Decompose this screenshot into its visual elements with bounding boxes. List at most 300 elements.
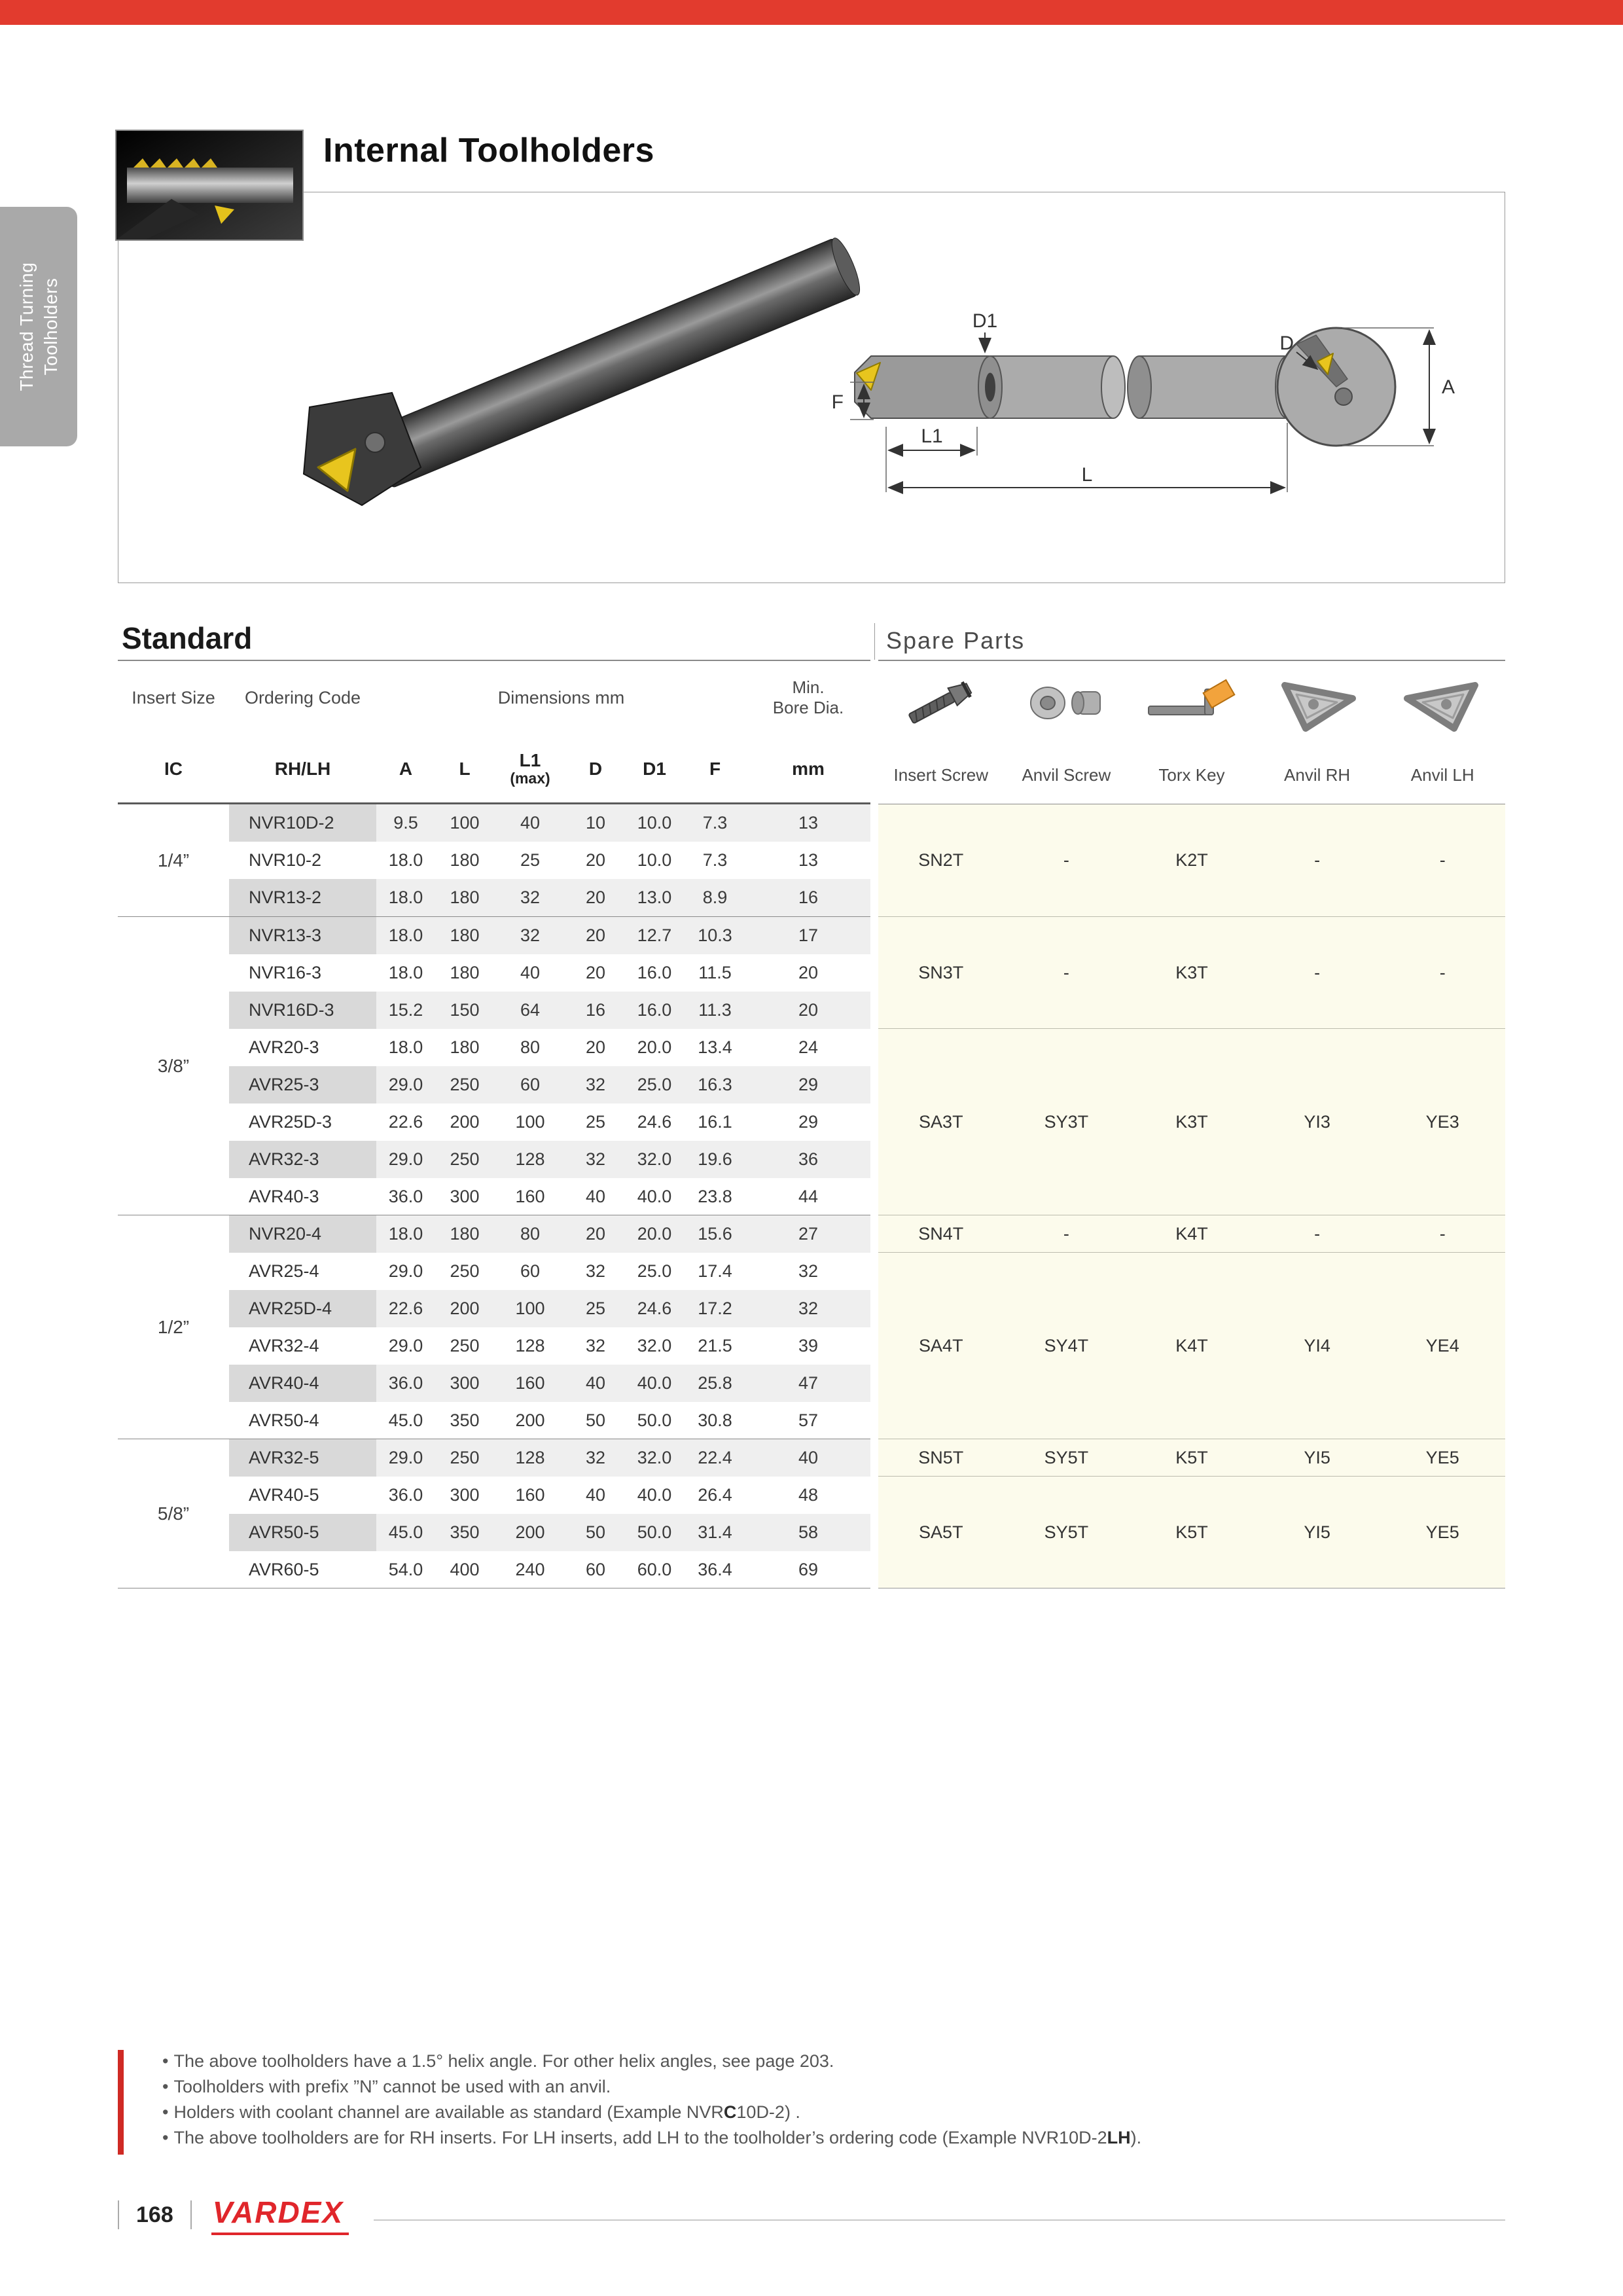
- ordering-code-cell: NVR13-2: [229, 879, 376, 916]
- col-a: A: [399, 759, 413, 779]
- table-row: [118, 1253, 870, 1290]
- spare-col-label: Anvil RH: [1284, 765, 1351, 785]
- dimension-cell: 22.6: [376, 1290, 435, 1327]
- dimension-cell: 250: [435, 1066, 494, 1103]
- dimension-cell: 50.0: [637, 1410, 672, 1430]
- ordering-code-cell: AVR40-3: [249, 1187, 319, 1206]
- spare-part-value: K5T: [1175, 1522, 1208, 1542]
- footnotes-section: [118, 2047, 1505, 2151]
- dimension-cell: 25: [566, 1290, 625, 1327]
- dimension-cell: 50: [566, 1514, 625, 1551]
- ordering-code-cell: NVR16D-3: [229, 992, 376, 1029]
- spare-part-value: SY3T: [1044, 1111, 1089, 1132]
- spare-col-torx-key: [1129, 661, 1255, 806]
- insert-size-group: [118, 1439, 870, 1588]
- dimension-cell: 10.3: [684, 917, 746, 954]
- dimension-cell: 40: [746, 1439, 870, 1477]
- dimension-cell: 21.5: [698, 1336, 732, 1355]
- table-row: [118, 1029, 870, 1066]
- sidebar-tab-text: [0, 207, 77, 446]
- col-rhlh: RH/LH: [274, 759, 331, 779]
- header-insert-size: Insert Size: [132, 687, 215, 708]
- dimension-cell: 16.3: [684, 1066, 746, 1103]
- spare-part-value: -: [1063, 850, 1069, 870]
- dimension-cell: 180: [435, 1215, 494, 1253]
- col-d1: D1: [643, 759, 666, 779]
- ordering-code-cell: AVR60-5: [249, 1560, 319, 1579]
- dimension-cell: 300: [450, 1485, 480, 1505]
- dimension-cell: 128: [494, 1439, 566, 1477]
- dimension-cell: 17.2: [684, 1290, 746, 1327]
- spare-part-value: K3T: [1175, 962, 1208, 982]
- col-d: D: [588, 759, 603, 779]
- dimension-cell: 200: [494, 1514, 566, 1551]
- torx-key-icon: [1139, 661, 1244, 745]
- dimension-cell: 250: [450, 1336, 480, 1355]
- spare-part-value: -: [1439, 850, 1446, 870]
- dimension-cell: 32: [494, 879, 566, 916]
- dimension-cell: 18.0: [388, 1037, 423, 1057]
- dimension-cell: 16.1: [698, 1112, 732, 1132]
- dimension-cell: 60: [585, 1560, 606, 1579]
- dimension-cell: 47: [746, 1365, 870, 1402]
- dimension-cell: 54.0: [388, 1560, 423, 1579]
- dimension-cell: 29: [798, 1112, 819, 1132]
- dimension-cell: 32.0: [625, 1439, 684, 1477]
- dimension-cell: 32.0: [637, 1336, 672, 1355]
- dimension-cell: 13.0: [625, 879, 684, 916]
- dimension-cell: 250: [450, 1261, 480, 1281]
- dimension-cell: 18.0: [388, 963, 423, 982]
- spare-part-value: YE4: [1425, 1335, 1459, 1355]
- dimension-cell: 15.2: [376, 992, 435, 1029]
- anvil-lh-icon: [1390, 661, 1495, 745]
- table-row: [118, 1327, 870, 1365]
- spare-part-value: K4T: [1175, 1335, 1208, 1355]
- table-row: [118, 1551, 870, 1588]
- spare-col-label: Anvil LH: [1410, 765, 1474, 785]
- dimension-cell: 7.3: [684, 804, 746, 842]
- dimension-cell: 240: [515, 1560, 545, 1579]
- dim-label-f: F: [831, 391, 844, 413]
- dimension-cell: 200: [515, 1410, 545, 1430]
- insert-screw-icon: [889, 661, 993, 745]
- spare-part-value: SA5T: [919, 1522, 963, 1542]
- dimension-cell: 160: [515, 1485, 545, 1505]
- dimension-cell: 20.0: [637, 1037, 672, 1057]
- header-dimensions: Dimensions mm: [497, 687, 625, 708]
- spare-part-value: -: [1439, 1223, 1446, 1244]
- footnote: [162, 2074, 1505, 2100]
- dimension-cell: 40: [520, 963, 541, 982]
- dimension-cell: 9.5: [376, 804, 435, 842]
- dimension-cell: 20: [566, 1215, 625, 1253]
- header-min-bore-line1: Min.: [792, 677, 825, 697]
- page-number: 168: [136, 2202, 173, 2227]
- footnotes-list: [162, 2047, 1505, 2151]
- ordering-code-cell: AVR25-3: [229, 1066, 376, 1103]
- footer-divider: [190, 2200, 192, 2229]
- dimension-cell: 350: [450, 1410, 480, 1430]
- dim-label-d: D: [1279, 332, 1294, 354]
- dimension-cell: 50: [585, 1410, 606, 1430]
- table-row: [118, 917, 870, 954]
- dimension-cell: 69: [798, 1560, 819, 1579]
- dimension-cell: 16: [566, 992, 625, 1029]
- col-l1-line2: (max): [510, 770, 550, 787]
- page-title: Internal Toolholders: [323, 132, 654, 170]
- col-ic: IC: [164, 759, 183, 779]
- thumbnail-image: [115, 130, 304, 241]
- dimension-cell: 17.4: [698, 1261, 732, 1281]
- table-row: [118, 1365, 870, 1402]
- dimension-cell: 180: [450, 963, 480, 982]
- table-row: [118, 1439, 870, 1477]
- dimension-cell: 60.0: [637, 1560, 672, 1579]
- spare-parts-group: [878, 1252, 1505, 1439]
- standard-table-header: [118, 660, 870, 804]
- ordering-code-cell: AVR32-4: [249, 1336, 319, 1355]
- thumbnail-art: [116, 131, 302, 240]
- dim-label-a: A: [1442, 376, 1455, 398]
- dimension-cell: 200: [450, 1112, 480, 1132]
- top-red-bar: [0, 0, 1623, 25]
- dimension-cell: 26.4: [698, 1485, 732, 1505]
- dimension-cell: 19.6: [684, 1141, 746, 1178]
- spare-part-value: -: [1063, 962, 1069, 982]
- dimension-cell: 31.4: [684, 1514, 746, 1551]
- dimension-cell: 24: [798, 1037, 819, 1057]
- spare-col-anvil-lh: [1380, 661, 1505, 806]
- bullet: •: [162, 2051, 169, 2071]
- table-row: [118, 1178, 870, 1215]
- dim-label-l1: L1: [921, 425, 943, 447]
- table-row: [118, 954, 870, 992]
- standard-heading: Standard: [122, 621, 253, 655]
- dimension-cell: 39: [798, 1336, 819, 1355]
- ordering-code-cell: AVR50-4: [249, 1410, 319, 1430]
- footnote-text: Holders with coolant channel are available as standard (Example NVR: [173, 2102, 724, 2122]
- dimension-cell: 13.4: [698, 1037, 732, 1057]
- footnote-text: The above toolholders are for RH inserts. For LH inserts, add LH to the toolholder’s ordering code (Example NVR10D-2: [173, 2128, 1107, 2147]
- ordering-code-cell: AVR40-4: [229, 1365, 376, 1402]
- spare-part-value: -: [1314, 850, 1321, 870]
- dimension-cell: 80: [494, 1215, 566, 1253]
- dimension-diagram: [832, 310, 1455, 492]
- dimension-cell: 15.6: [684, 1215, 746, 1253]
- table-row: [118, 1514, 870, 1551]
- spare-parts-group: [878, 1439, 1505, 1476]
- col-l1-max: [494, 734, 566, 804]
- spare-col-label: Insert Screw: [893, 765, 989, 785]
- dimension-cell: 20: [566, 879, 625, 916]
- dimension-cell: 60: [520, 1261, 541, 1281]
- dimension-cell: 29.0: [388, 1261, 423, 1281]
- spare-part-value: SY5T: [1044, 1522, 1089, 1542]
- dimension-cell: 11.5: [698, 963, 732, 982]
- anvil-rh-icon: [1265, 661, 1370, 745]
- dimension-cell: 25.0: [625, 1066, 684, 1103]
- ordering-code-cell: AVR25-4: [249, 1261, 319, 1281]
- spare-part-value: SA4T: [919, 1335, 963, 1355]
- header-row-columns: [118, 734, 870, 804]
- table-row: [118, 1215, 870, 1253]
- spare-part-value: K4T: [1175, 1223, 1208, 1244]
- dimension-cell: 30.8: [698, 1410, 732, 1430]
- dimension-cell: 40.0: [625, 1365, 684, 1402]
- dimension-cell: 20: [585, 963, 606, 982]
- insert-size-group: [118, 804, 870, 916]
- dimension-cell: 32: [566, 1439, 625, 1477]
- dimension-cell: 180: [435, 879, 494, 916]
- ordering-code-cell: AVR40-5: [249, 1485, 319, 1505]
- ordering-code-cell: NVR20-4: [229, 1215, 376, 1253]
- ordering-code-cell: NVR10D-2: [229, 804, 376, 842]
- spare-parts-group: [878, 1476, 1505, 1588]
- dim-label-l: L: [1081, 464, 1093, 486]
- heading-divider: [874, 623, 875, 660]
- sidebar-tab-line2: Toolholders: [41, 278, 61, 376]
- dimension-cell: 32.0: [625, 1141, 684, 1178]
- ordering-code-cell: AVR32-3: [229, 1141, 376, 1178]
- ordering-code-cell: AVR50-5: [229, 1514, 376, 1551]
- dimension-cell: 20.0: [625, 1215, 684, 1253]
- spare-part-value: YI3: [1304, 1111, 1330, 1132]
- spare-parts-header: [878, 660, 1505, 804]
- dimension-cell: 40: [585, 1485, 606, 1505]
- dimension-cell: 25: [520, 850, 541, 870]
- spare-parts-body: [878, 804, 1505, 1588]
- dimension-cell: 36.4: [698, 1560, 732, 1579]
- footnote-text: Toolholders with prefix ”N” cannot be used with an anvil.: [173, 2077, 611, 2096]
- dimension-cell: 40: [494, 804, 566, 842]
- footer-divider: [118, 2200, 119, 2229]
- bullet: •: [162, 2128, 169, 2147]
- ordering-code-cell: NVR10-2: [249, 850, 322, 870]
- header-min-bore-line2: Bore Dia.: [772, 698, 844, 717]
- col-mm: mm: [792, 759, 825, 779]
- col-l1-line1: L1: [519, 750, 541, 770]
- dimension-cell: 200: [435, 1290, 494, 1327]
- sidebar-tab-line1: Thread Turning: [16, 262, 37, 391]
- dimension-cell: 300: [450, 1187, 480, 1206]
- spare-parts-heading: Spare Parts: [886, 627, 1026, 654]
- table-row: [118, 1103, 870, 1141]
- spare-col-anvil-screw: [1004, 661, 1130, 806]
- dimension-cell: 18.0: [388, 850, 423, 870]
- dimension-cell: 13: [746, 804, 870, 842]
- page-footer: [118, 2197, 1505, 2233]
- dimension-cell: 80: [520, 1037, 541, 1057]
- spare-part-value: SY4T: [1044, 1335, 1089, 1355]
- spare-part-value: SN5T: [918, 1447, 964, 1467]
- toolholder-figure: [118, 192, 1505, 583]
- dimension-cell: 17: [746, 917, 870, 954]
- spare-part-value: YE5: [1425, 1447, 1459, 1467]
- dimension-cell: 12.7: [625, 917, 684, 954]
- ordering-code-cell: NVR13-3: [229, 917, 376, 954]
- table-row: [118, 1290, 870, 1327]
- footer-rule: [374, 2219, 1505, 2221]
- dimension-cell: 13: [798, 850, 819, 870]
- dimension-cell: 16.0: [625, 992, 684, 1029]
- spare-part-value: YI5: [1304, 1522, 1330, 1542]
- spare-part-value: YE3: [1425, 1111, 1459, 1132]
- dimension-cell: 20: [585, 1037, 606, 1057]
- footnote-text: ).: [1130, 2128, 1142, 2147]
- bullet: •: [162, 2102, 169, 2122]
- dimension-cell: 8.9: [684, 879, 746, 916]
- spare-part-value: SN2T: [918, 850, 964, 870]
- dimension-cell: 36.0: [388, 1187, 423, 1206]
- footnote: [162, 2049, 1505, 2074]
- footnote-text: C: [723, 2102, 737, 2122]
- dimension-cell: 36: [746, 1141, 870, 1178]
- spare-parts-group: [878, 1215, 1505, 1252]
- table-row: [118, 1477, 870, 1514]
- spare-part-value: SA3T: [919, 1111, 963, 1132]
- insert-size-label: 5/8”: [157, 1503, 190, 1524]
- bullet: •: [162, 2077, 169, 2096]
- ordering-code-cell: AVR25D-3: [249, 1112, 332, 1132]
- dimension-cell: 60: [494, 1066, 566, 1103]
- spare-col-anvil-rh: [1255, 661, 1380, 806]
- dimension-cell: 32: [746, 1290, 870, 1327]
- col-f: F: [709, 759, 721, 779]
- table-row: [118, 1066, 870, 1103]
- spare-parts-group: [878, 1028, 1505, 1215]
- insert-size-group: [118, 1215, 870, 1439]
- brand-logo: VARDEX: [211, 2195, 349, 2235]
- dimension-cell: 24.6: [637, 1112, 672, 1132]
- col-l: L: [459, 759, 471, 779]
- dimension-cell: 32: [585, 1336, 606, 1355]
- insert-size-label: 1/2”: [157, 1316, 190, 1337]
- dimension-cell: 300: [435, 1365, 494, 1402]
- footnote-text: The above toolholders have a 1.5° helix angle. For other helix angles, see page 203.: [173, 2051, 834, 2071]
- dimension-cell: 29.0: [376, 1141, 435, 1178]
- spare-part-value: YE5: [1425, 1522, 1459, 1542]
- spare-part-value: SY5T: [1044, 1447, 1089, 1467]
- table-row: [118, 879, 870, 916]
- spare-part-value: YI5: [1304, 1447, 1330, 1467]
- header-ordering-code: Ordering Code: [244, 687, 361, 708]
- dimension-cell: 10.0: [625, 804, 684, 842]
- dimension-cell: 40.0: [637, 1187, 672, 1206]
- dimension-cell: 180: [450, 1037, 480, 1057]
- dimension-cell: 160: [494, 1365, 566, 1402]
- spare-part-value: -: [1314, 1223, 1321, 1244]
- dimension-cell: 400: [450, 1560, 480, 1579]
- spare-part-value: K2T: [1175, 850, 1208, 870]
- dimension-cell: 29: [746, 1066, 870, 1103]
- dimension-cell: 7.3: [702, 850, 728, 870]
- spare-col-label: Anvil Screw: [1022, 765, 1111, 785]
- dimension-cell: 40.0: [637, 1485, 672, 1505]
- dimension-cell: 10.0: [637, 850, 672, 870]
- spare-part-value: SN4T: [918, 1223, 964, 1244]
- dimension-cell: 100: [494, 1290, 566, 1327]
- ordering-code-cell: AVR25D-4: [229, 1290, 376, 1327]
- table-row: [118, 992, 870, 1029]
- dimension-cell: 24.6: [625, 1290, 684, 1327]
- dimension-cell: 48: [798, 1485, 819, 1505]
- dimension-cell: 57: [798, 1410, 819, 1430]
- insert-size-group: [118, 916, 870, 1215]
- dimension-cell: 20: [798, 963, 819, 982]
- dimension-cell: 25.0: [637, 1261, 672, 1281]
- dimension-cell: 50.0: [625, 1514, 684, 1551]
- dimension-cell: 100: [515, 1112, 545, 1132]
- dimension-cell: 64: [494, 992, 566, 1029]
- dimension-cell: 58: [746, 1514, 870, 1551]
- dimension-cell: 128: [494, 1141, 566, 1178]
- dimension-cell: 22.4: [684, 1439, 746, 1477]
- dimension-cell: 22.6: [388, 1112, 423, 1132]
- insert-size-label: 3/8”: [157, 1055, 190, 1076]
- dimension-cell: 128: [515, 1336, 545, 1355]
- ordering-code-cell: AVR20-3: [249, 1037, 319, 1057]
- dimension-cell: 29.0: [388, 1336, 423, 1355]
- footnote: [162, 2125, 1505, 2151]
- dimension-cell: 29.0: [376, 1439, 435, 1477]
- footnotes-red-bar: [118, 2050, 124, 2155]
- dimension-cell: 180: [435, 917, 494, 954]
- toolholder-photo: [304, 235, 865, 505]
- dimension-cell: 18.0: [376, 1215, 435, 1253]
- dimension-cell: 44: [798, 1187, 819, 1206]
- anvil-screw-icon: [1014, 661, 1118, 745]
- dimension-cell: 250: [435, 1439, 494, 1477]
- dimension-cell: 20: [585, 850, 606, 870]
- spare-part-value: K3T: [1175, 1111, 1208, 1132]
- dimension-cell: 32: [494, 917, 566, 954]
- dimension-cell: 350: [435, 1514, 494, 1551]
- dimension-cell: 32: [566, 1141, 625, 1178]
- spare-part-value: -: [1439, 962, 1446, 982]
- header-min-bore: [746, 661, 870, 734]
- table-row: [118, 1141, 870, 1178]
- dimension-cell: 100: [435, 804, 494, 842]
- spare-part-value: -: [1314, 962, 1321, 982]
- spare-parts-group: [878, 916, 1505, 1028]
- dimension-cell: 150: [435, 992, 494, 1029]
- table-row: [118, 842, 870, 879]
- sidebar-tab-thread-turning: [0, 207, 77, 446]
- dimension-cell: 25: [585, 1112, 606, 1132]
- standard-table-body: [118, 804, 870, 1588]
- dimension-cell: 16: [746, 879, 870, 916]
- table-row: [118, 804, 870, 842]
- insert-size-label: 1/4”: [157, 850, 190, 870]
- dimension-cell: 18.0: [376, 879, 435, 916]
- dimension-cell: 25.8: [684, 1365, 746, 1402]
- dimension-cell: 20: [746, 992, 870, 1029]
- dimension-cell: 29.0: [376, 1066, 435, 1103]
- dimension-cell: 32: [798, 1261, 819, 1281]
- dimension-cell: 250: [435, 1141, 494, 1178]
- spare-part-value: YI4: [1304, 1335, 1330, 1355]
- dimension-cell: 40: [566, 1365, 625, 1402]
- spare-part-value: K5T: [1175, 1447, 1208, 1467]
- dimension-cell: 10: [566, 804, 625, 842]
- footnote: [162, 2100, 1505, 2125]
- dimension-cell: 23.8: [698, 1187, 732, 1206]
- spare-col-label: Torx Key: [1158, 765, 1225, 785]
- dimension-cell: 40: [585, 1187, 606, 1206]
- ordering-code-cell: NVR16-3: [249, 963, 322, 982]
- figure-box: [118, 192, 1505, 583]
